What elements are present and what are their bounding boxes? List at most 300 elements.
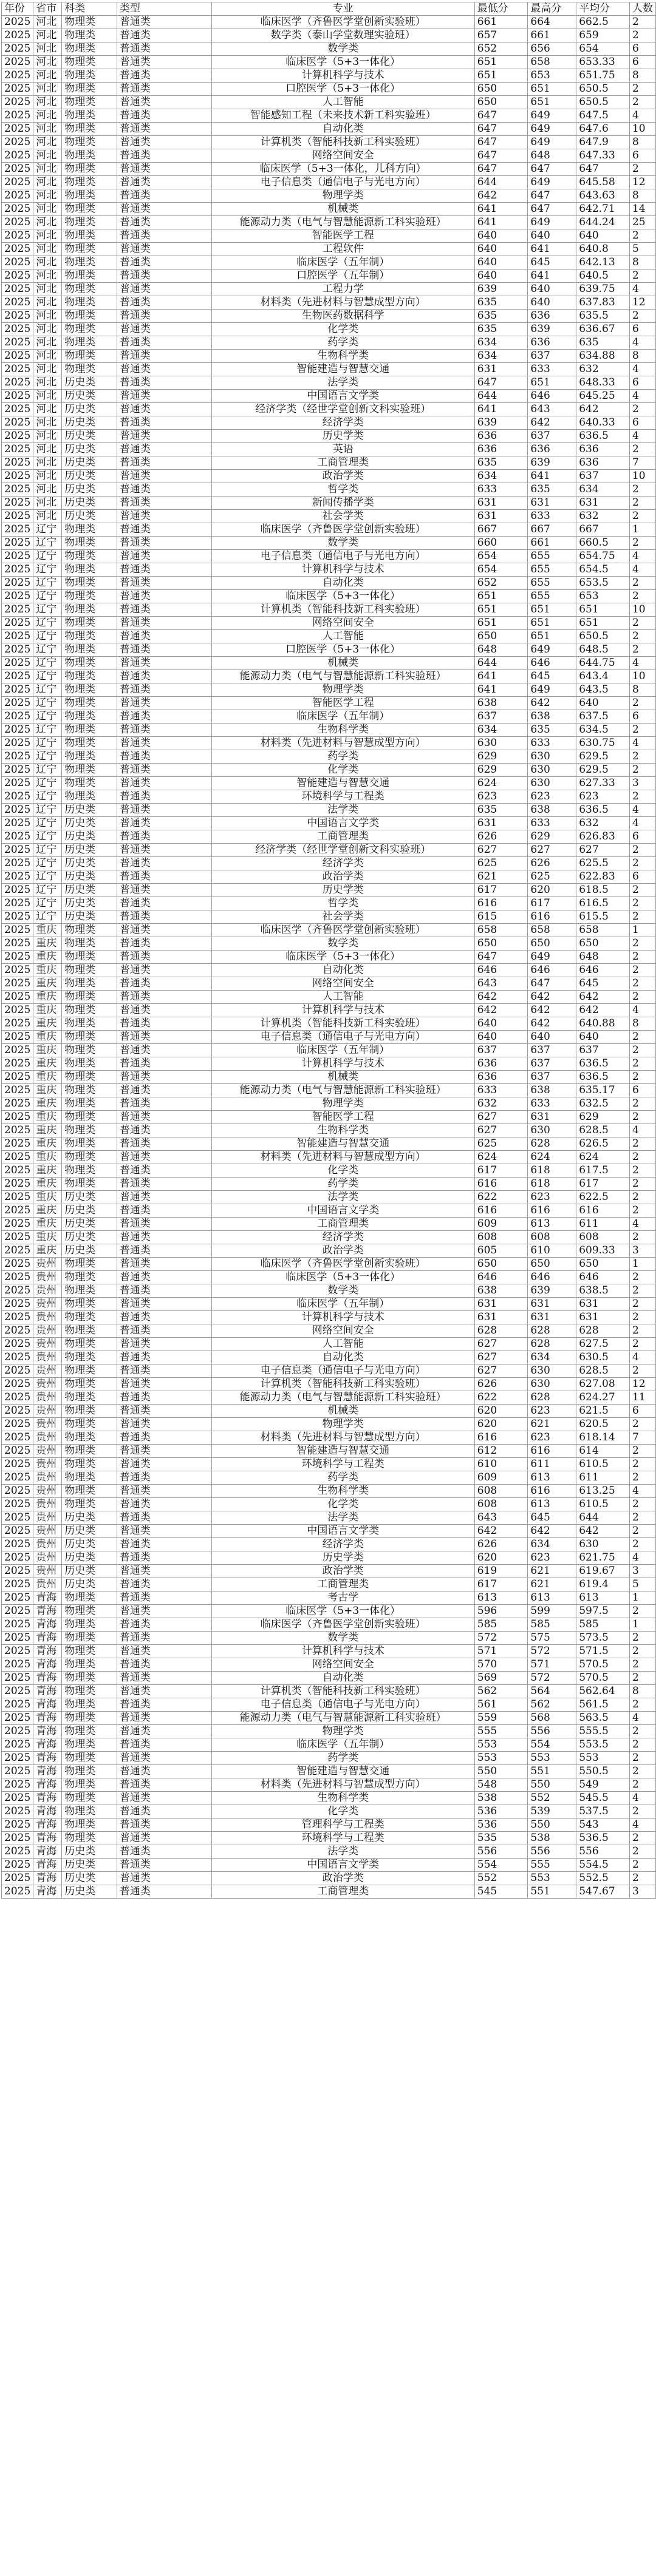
count-cell: 2 [629,83,655,96]
year-cell: 2025 [2,1872,33,1885]
count-cell: 2 [629,1191,655,1204]
major-cell: 材料类（先进材料与智慧成型方向） [211,1431,474,1445]
subject-type-cell: 物理类 [62,1658,117,1672]
avg-score-cell: 608 [576,1231,630,1244]
province-cell: 重庆 [33,1084,62,1097]
category-cell: 普通类 [117,149,211,163]
year-cell: 2025 [2,603,33,617]
min-score-cell: 654 [474,550,528,563]
avg-score-cell: 625.5 [576,857,630,870]
province-cell: 贵州 [33,1485,62,1498]
table-row [2,243,656,256]
max-score-cell: 616 [528,1485,576,1498]
table-row [2,323,656,336]
year-cell: 2025 [2,1204,33,1218]
avg-score-cell: 659 [576,29,630,42]
count-cell: 2 [629,1044,655,1057]
table-row [2,109,656,123]
avg-score-cell: 611 [576,1471,630,1485]
table-row [2,737,656,750]
max-score-cell: 635 [528,724,576,737]
min-score-cell: 651 [474,56,528,69]
count-cell: 2 [629,910,655,924]
avg-score-cell: 632 [576,363,630,376]
count-cell: 2 [629,1832,655,1845]
major-cell: 能源动力类（电气与智慧能源新工科实验班） [211,1084,474,1097]
avg-score-cell: 644.75 [576,657,630,670]
category-cell: 普通类 [117,416,211,430]
max-score-cell: 631 [528,1298,576,1311]
min-score-cell: 536 [474,1818,528,1832]
major-cell: 法学类 [211,1845,474,1859]
table-row [2,951,656,964]
province-cell: 河北 [33,256,62,269]
table-row [2,1632,656,1645]
category-cell: 普通类 [117,790,211,804]
province-cell: 河北 [33,310,62,323]
subject-type-cell: 物理类 [62,256,117,269]
table-row [2,69,656,83]
year-cell: 2025 [2,1111,33,1124]
max-score-cell: 658 [528,924,576,937]
subject-type-cell: 物理类 [62,1832,117,1845]
min-score-cell: 636 [474,1071,528,1084]
avg-score-cell: 631 [576,1298,630,1311]
category-cell: 普通类 [117,537,211,550]
subject-type-cell: 物理类 [62,1124,117,1137]
province-cell: 青海 [33,1591,62,1605]
major-cell: 智能医学工程 [211,697,474,710]
subject-type-cell: 历史类 [62,1578,117,1591]
year-cell: 2025 [2,1712,33,1725]
province-cell: 重庆 [33,1097,62,1111]
province-cell: 青海 [33,1885,62,1899]
province-cell: 贵州 [33,1284,62,1298]
province-cell: 贵州 [33,1258,62,1271]
province-cell: 河北 [33,416,62,430]
category-cell: 普通类 [117,804,211,817]
province-cell: 重庆 [33,1137,62,1151]
subject-type-cell: 物理类 [62,1445,117,1458]
min-score-cell: 620 [474,1418,528,1431]
category-cell: 普通类 [117,697,211,710]
table-row [2,1057,656,1071]
avg-score-cell: 570.5 [576,1658,630,1672]
category-cell: 普通类 [117,1525,211,1538]
count-cell: 4 [629,430,655,443]
province-cell: 辽宁 [33,737,62,750]
major-cell: 临床医学（五年制） [211,1738,474,1752]
max-score-cell: 630 [528,1378,576,1391]
table-row [2,844,656,857]
province-cell: 辽宁 [33,844,62,857]
min-score-cell: 637 [474,710,528,724]
major-cell: 电子信息类（通信电子与光电方向） [211,1698,474,1712]
count-cell: 2 [629,269,655,283]
count-cell: 6 [629,416,655,430]
max-score-cell: 564 [528,1685,576,1698]
count-cell: 12 [629,176,655,189]
province-cell: 贵州 [33,1351,62,1364]
min-score-cell: 628 [474,1324,528,1338]
province-cell: 河北 [33,456,62,470]
province-cell: 重庆 [33,991,62,1004]
province-cell: 贵州 [33,1458,62,1471]
category-cell: 普通类 [117,1712,211,1725]
max-score-cell: 623 [528,1405,576,1418]
major-cell: 网络空间安全 [211,977,474,991]
year-cell: 2025 [2,1324,33,1338]
category-cell: 普通类 [117,1137,211,1151]
max-score-cell: 639 [528,1284,576,1298]
year-cell: 2025 [2,1418,33,1431]
min-score-cell: 642 [474,1525,528,1538]
year-cell: 2025 [2,16,33,29]
year-cell: 2025 [2,123,33,136]
avg-score-cell: 555.5 [576,1725,630,1738]
max-score-cell: 640 [528,229,576,243]
table-row [2,1204,656,1218]
category-cell: 普通类 [117,937,211,951]
province-cell: 辽宁 [33,724,62,737]
province-cell: 重庆 [33,1031,62,1044]
max-score-cell: 648 [528,149,576,163]
major-cell: 生物科学类 [211,1792,474,1805]
count-cell: 2 [629,1338,655,1351]
count-cell: 2 [629,991,655,1004]
count-cell: 2 [629,1511,655,1525]
category-cell: 普通类 [117,1538,211,1551]
category-cell: 普通类 [117,737,211,750]
min-score-cell: 660 [474,537,528,550]
category-cell: 普通类 [117,363,211,376]
table-row [2,123,656,136]
province-cell: 贵州 [33,1565,62,1578]
category-cell: 普通类 [117,1391,211,1405]
year-cell: 2025 [2,1738,33,1752]
max-score-cell: 571 [528,1658,576,1672]
table-row [2,1591,656,1605]
min-score-cell: 661 [474,16,528,29]
year-cell: 2025 [2,884,33,897]
province-cell: 河北 [33,29,62,42]
max-score-cell: 550 [528,1818,576,1832]
min-score-cell: 635 [474,804,528,817]
subject-type-cell: 物理类 [62,1498,117,1511]
subject-type-cell: 物理类 [62,1485,117,1498]
max-score-cell: 551 [528,1765,576,1778]
province-cell: 河北 [33,123,62,136]
min-score-cell: 632 [474,1097,528,1111]
avg-score-cell: 654 [576,42,630,56]
category-cell: 普通类 [117,1872,211,1885]
subject-type-cell: 物理类 [62,1752,117,1765]
province-cell: 青海 [33,1672,62,1685]
year-cell: 2025 [2,1885,33,1899]
max-score-cell: 628 [528,1391,576,1405]
province-cell: 辽宁 [33,590,62,603]
subject-type-cell: 历史类 [62,870,117,884]
count-cell: 2 [629,403,655,416]
avg-score-cell: 639.75 [576,283,630,296]
avg-score-cell: 610.5 [576,1498,630,1511]
category-cell: 普通类 [117,310,211,323]
table-row [2,16,656,29]
subject-type-cell: 物理类 [62,109,117,123]
min-score-cell: 635 [474,456,528,470]
count-cell: 2 [629,1204,655,1218]
count-cell: 2 [629,884,655,897]
min-score-cell: 612 [474,1445,528,1458]
province-cell: 辽宁 [33,884,62,897]
min-score-cell: 596 [474,1605,528,1618]
major-cell: 生物科学类 [211,1485,474,1498]
avg-score-cell: 618.5 [576,884,630,897]
year-cell: 2025 [2,1378,33,1391]
province-cell: 辽宁 [33,643,62,657]
avg-score-cell: 561.5 [576,1698,630,1712]
max-score-cell: 616 [528,1445,576,1458]
table-row [2,1218,656,1231]
year-cell: 2025 [2,790,33,804]
year-cell: 2025 [2,577,33,590]
province-cell: 青海 [33,1792,62,1805]
max-score-cell: 649 [528,216,576,229]
table-row [2,390,656,403]
major-cell: 工程软件 [211,243,474,256]
subject-type-cell: 物理类 [62,1672,117,1685]
major-cell: 人工智能 [211,991,474,1004]
year-cell: 2025 [2,483,33,497]
major-cell: 化学类 [211,1164,474,1178]
count-cell: 2 [629,1097,655,1111]
category-cell: 普通类 [117,1311,211,1324]
max-score-cell: 645 [528,670,576,683]
year-cell: 2025 [2,149,33,163]
count-cell: 11 [629,1391,655,1405]
max-score-cell: 647 [528,203,576,216]
subject-type-cell: 物理类 [62,1004,117,1017]
subject-type-cell: 物理类 [62,577,117,590]
subject-type-cell: 物理类 [62,1351,117,1364]
major-cell: 政治学类 [211,870,474,884]
year-cell: 2025 [2,510,33,523]
count-cell: 4 [629,1351,655,1364]
category-cell: 普通类 [117,1244,211,1258]
max-score-cell: 637 [528,350,576,363]
category-cell: 普通类 [117,817,211,830]
min-score-cell: 644 [474,657,528,670]
major-cell: 临床医学（五年制） [211,1298,474,1311]
max-score-cell: 539 [528,1805,576,1818]
count-cell: 2 [629,1284,655,1298]
subject-type-cell: 物理类 [62,924,117,937]
count-cell: 14 [629,203,655,216]
major-cell: 政治学类 [211,1872,474,1885]
subject-type-cell: 物理类 [62,1805,117,1818]
subject-type-cell: 历史类 [62,1244,117,1258]
table-row [2,1525,656,1538]
category-cell: 普通类 [117,1832,211,1845]
count-cell: 2 [629,857,655,870]
category-cell: 普通类 [117,1685,211,1698]
year-cell: 2025 [2,563,33,577]
count-cell: 8 [629,189,655,203]
major-cell: 计算机科学与技术 [211,1311,474,1324]
major-cell: 计算机类（智能科技新工科实验班） [211,1017,474,1031]
major-cell: 临床医学（五年制） [211,710,474,724]
max-score-cell: 629 [528,830,576,844]
major-cell: 计算机科学与技术 [211,563,474,577]
year-cell: 2025 [2,376,33,390]
min-score-cell: 624 [474,1151,528,1164]
subject-type-cell: 历史类 [62,1218,117,1231]
subject-type-cell: 物理类 [62,1471,117,1485]
major-cell: 物理学类 [211,683,474,697]
subject-type-cell: 历史类 [62,1191,117,1204]
avg-score-cell: 616 [576,1204,630,1218]
count-cell: 2 [629,1645,655,1658]
subject-type-cell: 物理类 [62,523,117,537]
province-cell: 河北 [33,510,62,523]
table-row [2,643,656,657]
year-cell: 2025 [2,1591,33,1605]
avg-score-cell: 570.5 [576,1672,630,1685]
avg-score-cell: 646 [576,964,630,977]
min-score-cell: 647 [474,163,528,176]
avg-score-cell: 637.5 [576,710,630,724]
year-cell: 2025 [2,497,33,510]
year-cell: 2025 [2,1031,33,1044]
count-cell: 2 [629,310,655,323]
subject-type-cell: 物理类 [62,1405,117,1418]
table-row [2,897,656,910]
max-score-cell: 628 [528,1137,576,1151]
year-cell: 2025 [2,403,33,416]
year-cell: 2025 [2,617,33,630]
avg-score-cell: 637 [576,1044,630,1057]
province-cell: 青海 [33,1859,62,1872]
max-score-cell: 630 [528,1124,576,1137]
category-cell: 普通类 [117,1431,211,1445]
max-score-cell: 608 [528,1231,576,1244]
min-score-cell: 639 [474,283,528,296]
year-cell: 2025 [2,1578,33,1591]
year-cell: 2025 [2,203,33,216]
major-cell: 历史学类 [211,1551,474,1565]
table-row [2,1685,656,1698]
min-score-cell: 636 [474,430,528,443]
avg-score-cell: 645.58 [576,176,630,189]
table-row [2,1324,656,1338]
max-score-cell: 651 [528,617,576,630]
table-row [2,29,656,42]
max-score-cell: 552 [528,1792,576,1805]
year-cell: 2025 [2,1632,33,1645]
min-score-cell: 644 [474,390,528,403]
max-score-cell: 645 [528,1511,576,1525]
province-cell: 青海 [33,1778,62,1792]
category-cell: 普通类 [117,550,211,563]
category-cell: 普通类 [117,189,211,203]
province-cell: 贵州 [33,1551,62,1565]
count-cell: 4 [629,283,655,296]
max-score-cell: 621 [528,1565,576,1578]
province-cell: 河北 [33,189,62,203]
count-cell: 4 [629,1124,655,1137]
province-cell: 河北 [33,176,62,189]
count-cell: 2 [629,630,655,643]
min-score-cell: 616 [474,1204,528,1218]
table-row [2,203,656,216]
province-cell: 重庆 [33,1204,62,1218]
year-cell: 2025 [2,1151,33,1164]
count-cell: 1 [629,1258,655,1271]
province-cell: 辽宁 [33,670,62,683]
major-cell: 药学类 [211,750,474,764]
table-row [2,403,656,416]
province-cell: 辽宁 [33,563,62,577]
major-cell: 临床医学（齐鲁医学堂创新实验班） [211,1258,474,1271]
year-cell: 2025 [2,336,33,350]
avg-score-cell: 627 [576,844,630,857]
province-cell: 河北 [33,203,62,216]
max-score-cell: 623 [528,790,576,804]
category-cell: 普通类 [117,870,211,884]
category-cell: 普通类 [117,1658,211,1672]
min-score-cell: 651 [474,617,528,630]
major-cell: 数学类 [211,937,474,951]
count-cell: 2 [629,1698,655,1712]
table-row [2,577,656,590]
province-cell: 贵州 [33,1578,62,1591]
category-cell: 普通类 [117,977,211,991]
table-row [2,523,656,537]
min-score-cell: 634 [474,336,528,350]
table-row [2,884,656,897]
max-score-cell: 613 [528,1471,576,1485]
max-score-cell: 641 [528,243,576,256]
table-row [2,1485,656,1498]
major-cell: 智能建造与智慧交通 [211,1765,474,1778]
subject-type-cell: 物理类 [62,149,117,163]
major-cell: 物理学类 [211,1418,474,1431]
subject-type-cell: 物理类 [62,96,117,109]
table-row [2,456,656,470]
category-cell: 普通类 [117,991,211,1004]
subject-type-cell: 物理类 [62,764,117,777]
avg-score-cell: 556 [576,1845,630,1859]
table-row [2,991,656,1004]
table-body [2,16,656,1899]
min-score-cell: 641 [474,683,528,697]
min-score-cell: 617 [474,884,528,897]
category-cell: 普通类 [117,1044,211,1057]
category-cell: 普通类 [117,1805,211,1818]
table-row [2,1498,656,1511]
category-cell: 普通类 [117,1124,211,1137]
max-score-cell: 637 [528,430,576,443]
category-cell: 普通类 [117,1204,211,1218]
category-cell: 普通类 [117,1698,211,1712]
year-cell: 2025 [2,1792,33,1805]
major-cell: 计算机科学与技术 [211,1645,474,1658]
province-cell: 河北 [33,403,62,416]
avg-score-cell: 571.5 [576,1645,630,1658]
max-score-cell: 649 [528,643,576,657]
max-score-cell: 554 [528,1738,576,1752]
category-cell: 普通类 [117,1792,211,1805]
